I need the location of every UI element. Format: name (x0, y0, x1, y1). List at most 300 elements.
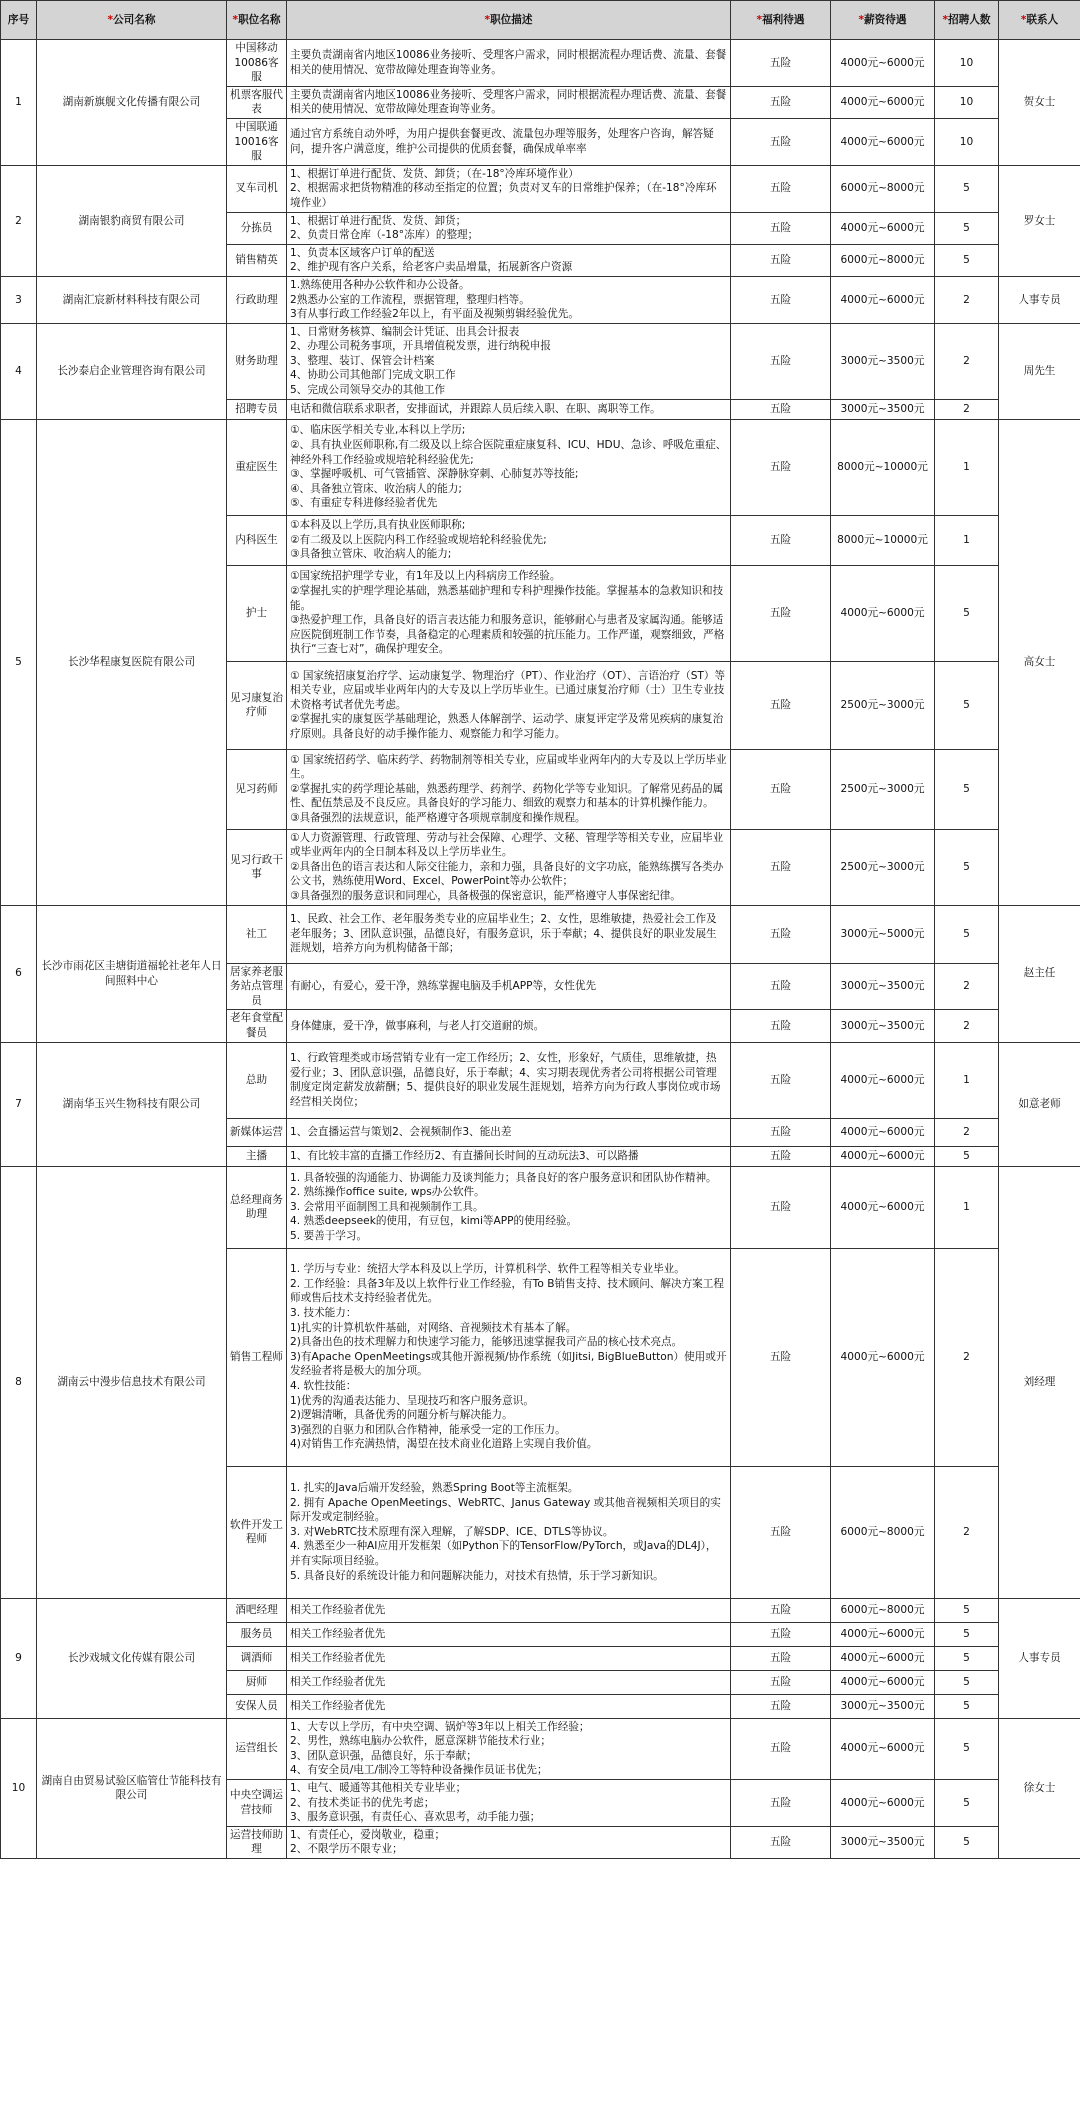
welfare: 五险 (731, 118, 831, 165)
header-label: 招聘人数 (948, 13, 991, 26)
description-line: 1、根据订单进行配货、发货、卸货；（在-18°冷库环境作业） (290, 167, 579, 180)
welfare: 五险 (731, 1718, 831, 1779)
job-title: 见习行政干事 (227, 829, 287, 905)
headcount: 2 (935, 963, 999, 1010)
description-line: ①本科及以上学历,具有执业医师职称; (290, 519, 466, 532)
welfare: 五险 (731, 1166, 831, 1248)
headcount: 5 (935, 1622, 999, 1646)
welfare: 五险 (731, 86, 831, 118)
headcount: 5 (935, 1826, 999, 1858)
header-label: 薪资待遇 (864, 13, 907, 26)
salary: 4000元~6000元 (831, 1718, 935, 1779)
description-line: 2、不限学历不限专业； (290, 1843, 403, 1856)
header-salary (831, 1, 935, 40)
description-line: ①人力资源管理、行政管理、劳动与社会保障、心理学、文秘、管理学等相关专业，应届毕业或毕业两年内的全日制本科及以上学历毕业生。 (290, 831, 724, 859)
welfare: 五险 (731, 515, 831, 565)
header-label: 职位名称 (238, 13, 281, 26)
description-line: 2、维护现有客户关系，给老客户卖品增量，拓展新客户资源 (290, 261, 573, 274)
description-line: 3有从事行政工作经验2年以上，有平面及视频剪辑经验优先。 (290, 308, 579, 321)
welfare: 五险 (731, 1010, 831, 1042)
welfare: 五险 (731, 1466, 831, 1598)
table-row (1, 40, 1080, 87)
salary: 4000元~6000元 (831, 1646, 935, 1670)
description-line: 有耐心，有爱心，爱干净，熟练掌握电脑及手机APP等，女性优先 (290, 980, 597, 993)
welfare: 五险 (731, 905, 831, 963)
job-description (287, 86, 731, 118)
job-title: 内科医生 (227, 515, 287, 565)
row-number: 7 (1, 1042, 37, 1166)
job-title: 厨师 (227, 1670, 287, 1694)
description-line: 1、有责任心，爱岗敬业，稳重； (290, 1828, 446, 1841)
header-label: 序号 (7, 13, 30, 26)
job-title: 社工 (227, 905, 287, 963)
description-line: ⑤、有重症专科进修经验者优先 (290, 497, 438, 510)
job-description (287, 1718, 731, 1779)
description-line: 3)强烈的自驱力和团队合作精神，能承受一定的工作压力。 (290, 1423, 566, 1436)
welfare: 五险 (731, 40, 831, 87)
header-label: 公司名称 (113, 13, 156, 26)
job-description (287, 244, 731, 276)
description-line: 4、协助公司其他部门完成文职工作 (290, 369, 456, 382)
job-title: 安保人员 (227, 1694, 287, 1718)
salary: 4000元~6000元 (831, 86, 935, 118)
job-title: 销售精英 (227, 244, 287, 276)
header-desc (287, 1, 731, 40)
contact-person: 刘经理 (999, 1166, 1080, 1598)
job-description (287, 419, 731, 515)
headcount: 2 (935, 1466, 999, 1598)
headcount: 5 (935, 1646, 999, 1670)
header-company (37, 1, 227, 40)
description-line: 主要负责湖南省内地区10086业务接听、受理客户需求，同时根据流程办理话费、流量、套餐相关的使用情况、宽带故障处理查询等业务。 (290, 88, 727, 116)
welfare: 五险 (731, 829, 831, 905)
description-line: 4. 熟悉deepseek的使用，有豆包，kimi等APP的使用经验。 (290, 1215, 578, 1228)
welfare: 五险 (731, 1598, 831, 1622)
required-star: * (942, 13, 949, 26)
table-row (1, 276, 1080, 323)
header-label: 联系人 (1026, 13, 1059, 26)
description-line: 2)具备出色的技术理解力和快速学习能力，能够迅速掌握我司产品的核心技术亮点。 (290, 1336, 683, 1349)
job-title: 护士 (227, 565, 287, 661)
job-description (287, 1042, 731, 1118)
description-line: 2)逻辑清晰，具备优秀的问题分析与解决能力。 (290, 1409, 513, 1422)
row-number: 5 (1, 419, 37, 905)
description-line: ①、临床医学相关专业,本科以上学历; (290, 424, 466, 437)
job-description (287, 1118, 731, 1146)
description-line: ②掌握扎实的护理学理论基础，熟悉基础护理和专科护理操作技能。掌握基本的急救知识和技能。 (290, 584, 724, 612)
table-header (1, 1, 1080, 40)
row-number: 6 (1, 905, 37, 1042)
job-title: 行政助理 (227, 276, 287, 323)
description-line: 相关工作经验者优先 (290, 1699, 386, 1712)
description-line: 1、大专以上学历，有中央空调、锅炉等3年以上相关工作经验； (290, 1720, 590, 1733)
welfare: 五险 (731, 1646, 831, 1670)
welfare: 五险 (731, 963, 831, 1010)
description-line: ②、具有执业医师职称,有二级及以上综合医院重症康复科、ICU、HDU、急诊、呼吸危重症、神经外科工作经验或规培轮科经验优先; (290, 438, 727, 466)
headcount: 5 (935, 244, 999, 276)
job-title: 见习药师 (227, 749, 287, 829)
row-number: 10 (1, 1718, 37, 1858)
description-line: ②掌握扎实的药学理论基础，熟悉药理学、药剂学、药物化学等专业知识。了解常见药品的属性、配伍禁忌及不良反应。具备良好的学习能力、细致的观察力和基本的计算机操作能力。 (290, 782, 724, 810)
job-description (287, 1694, 731, 1718)
job-description (287, 276, 731, 323)
job-description (287, 212, 731, 244)
welfare: 五险 (731, 165, 831, 212)
job-description (287, 1598, 731, 1622)
description-line: ① 国家统招康复治疗学、运动康复学、物理治疗（PT）、作业治疗（OT）、言语治疗（ST）等相关专业，应届或毕业两年内的大专及以上学历毕业生。已通过康复治疗师（士）卫生专业技术资格考试者优先考虑。 (290, 669, 726, 711)
contact-person: 人事专员 (999, 276, 1080, 323)
contact-person: 罗女士 (999, 165, 1080, 276)
job-description (287, 1248, 731, 1466)
job-title: 机票客服代表 (227, 86, 287, 118)
headcount: 10 (935, 86, 999, 118)
welfare: 五险 (731, 749, 831, 829)
description-line: 相关工作经验者优先 (290, 1651, 386, 1664)
welfare: 五险 (731, 244, 831, 276)
job-title: 总经理商务助理 (227, 1166, 287, 1248)
contact-person: 赵主任 (999, 905, 1080, 1042)
table-row (1, 1718, 1080, 1779)
welfare: 五险 (731, 1146, 831, 1166)
job-title: 叉车司机 (227, 165, 287, 212)
job-title: 软件开发工程师 (227, 1466, 287, 1598)
description-line: 1、有比较丰富的直播工作经历2、有直播间长时间的互动玩法3、可以路播 (290, 1149, 639, 1162)
job-title: 财务助理 (227, 323, 287, 399)
job-description (287, 661, 731, 749)
job-title: 重症医生 (227, 419, 287, 515)
company-name: 湖南华玉兴生物科技有限公司 (37, 1042, 227, 1166)
welfare: 五险 (731, 1248, 831, 1466)
headcount: 2 (935, 1118, 999, 1146)
required-star: * (756, 13, 763, 26)
welfare: 五险 (731, 1779, 831, 1826)
welfare: 五险 (731, 276, 831, 323)
description-line: 1、根据订单进行配货、发货、卸货； (290, 214, 467, 227)
job-description (287, 1646, 731, 1670)
description-line: ③具备强烈的法规意识，能严格遵守各项规章制度和操作规程。 (290, 812, 586, 825)
description-line: 2、男性，熟练电脑办公软件，愿意深耕节能技术行业； (290, 1735, 551, 1748)
description-line: 1. 学历与专业：统招大学本科及以上学历，计算机科学、软件工程等相关专业毕业。 (290, 1263, 685, 1276)
description-line: ① 国家统招药学、临床药学、药物制剂等相关专业，应届或毕业两年内的大专及以上学历毕业生。 (290, 753, 727, 781)
salary: 3000元~3500元 (831, 1826, 935, 1858)
table-row (1, 1042, 1080, 1118)
headcount: 1 (935, 1166, 999, 1248)
headcount: 2 (935, 276, 999, 323)
description-line: ③热爱护理工作，具备良好的语言表达能力和服务意识，能够耐心与患者及家属沟通。能够适应医院倒班制工作节奏，具备稳定的心理素质和较强的抗压能力。工作严谨，观察细致，严格执行“三查七对”，确保护理安全。 (290, 614, 725, 656)
headcount: 5 (935, 1779, 999, 1826)
welfare: 五险 (731, 323, 831, 399)
headcount: 5 (935, 1146, 999, 1166)
salary: 4000元~6000元 (831, 1146, 935, 1166)
description-line: 2、负责日常仓库（-18°冻库）的整理； (290, 229, 479, 242)
salary: 6000元~8000元 (831, 165, 935, 212)
description-line: 相关工作经验者优先 (290, 1603, 386, 1616)
description-line: 5. 具备良好的系统设计能力和问题解决能力，对技术有热情，乐于学习新知识。 (290, 1569, 664, 1582)
job-description (287, 749, 731, 829)
description-line: ③具备强烈的服务意识和同理心，具备极强的保密意识，能严格遵守人事保密纪律。 (290, 890, 681, 903)
salary: 3000元~3500元 (831, 323, 935, 399)
job-description (287, 1670, 731, 1694)
salary: 4000元~6000元 (831, 1118, 935, 1146)
contact-person: 徐女士 (999, 1718, 1080, 1858)
description-line: 1、电气、暖通等其他相关专业毕业； (290, 1781, 467, 1794)
contact-person: 如意老师 (999, 1042, 1080, 1166)
description-line: 2熟悉办公室的工作流程，票据管理，整理归档等。 (290, 293, 530, 306)
headcount: 2 (935, 399, 999, 419)
required-star: * (107, 13, 114, 26)
header-no (1, 1, 37, 40)
description-line: 3、团队意识强，品德良好，乐于奉献； (290, 1749, 477, 1762)
description-line: 电话和微信联系求职者，安排面试，并跟踪人员后续入职、在职、离职等工作。 (290, 402, 661, 415)
description-line: 3. 技术能力： (290, 1307, 357, 1320)
job-description (287, 829, 731, 905)
salary: 4000元~6000元 (831, 276, 935, 323)
company-name: 湖南汇宸新材料科技有限公司 (37, 276, 227, 323)
headcount: 2 (935, 1010, 999, 1042)
row-number: 3 (1, 276, 37, 323)
description-line: ②具备出色的语言表达和人际交往能力，亲和力强，具备良好的文字功底，能熟练撰写各类办公文书，熟练使用Word、Excel、PowerPoint等办公软件； (290, 860, 724, 888)
header-count (935, 1, 999, 40)
headcount: 2 (935, 1248, 999, 1466)
job-title: 运营技师助理 (227, 1826, 287, 1858)
contact-person: 贺女士 (999, 40, 1080, 166)
description-line: 1)扎实的计算机软件基础，对网络、音视频技术有基本了解。 (290, 1321, 577, 1334)
welfare: 五险 (731, 1670, 831, 1694)
job-title: 中央空调运营技师 (227, 1779, 287, 1826)
headcount: 5 (935, 1598, 999, 1622)
job-description (287, 1010, 731, 1042)
row-number: 9 (1, 1598, 37, 1718)
welfare: 五险 (731, 1826, 831, 1858)
company-name: 长沙泰启企业管理咨询有限公司 (37, 323, 227, 419)
job-description (287, 1146, 731, 1166)
description-line: ②有二级及以上医院内科工作经验或规培轮科经验优先; (290, 533, 547, 546)
contact-person: 周先生 (999, 323, 1080, 419)
description-line: ②掌握扎实的康复医学基础理论，熟悉人体解剖学、运动学、康复评定学及常见疾病的康复治疗原则。具备良好的动手操作能力、观察能力和学习能力。 (290, 713, 724, 741)
headcount: 5 (935, 905, 999, 963)
headcount: 5 (935, 829, 999, 905)
salary: 3000元~5000元 (831, 905, 935, 963)
job-title: 新媒体运营 (227, 1118, 287, 1146)
description-line: 1)优秀的沟通表达能力、呈现技巧和客户服务意识。 (290, 1394, 534, 1407)
job-description (287, 399, 731, 419)
job-description (287, 515, 731, 565)
headcount: 1 (935, 1042, 999, 1118)
job-description (287, 40, 731, 87)
job-description (287, 165, 731, 212)
required-star: * (484, 13, 491, 26)
company-name: 长沙戏城文化传媒有限公司 (37, 1598, 227, 1718)
salary: 8000元~10000元 (831, 419, 935, 515)
description-line: 主要负责湖南省内地区10086业务接听、受理客户需求，同时根据流程办理话费、流量、套餐相关的使用情况、宽带故障处理查询等业务。 (290, 49, 727, 76)
job-title: 调酒师 (227, 1646, 287, 1670)
salary: 4000元~6000元 (831, 1042, 935, 1118)
headcount: 5 (935, 1718, 999, 1779)
headcount: 5 (935, 212, 999, 244)
headcount: 10 (935, 118, 999, 165)
job-description (287, 565, 731, 661)
headcount: 5 (935, 165, 999, 212)
welfare: 五险 (731, 212, 831, 244)
row-number: 2 (1, 165, 37, 276)
description-line: 1、会直播运营与策划2、会视频制作3、能出差 (290, 1125, 512, 1138)
table-row (1, 323, 1080, 399)
description-line: 3)有Apache OpenMeetings或其他开源视频/协作系统（如Jitsi, BigBlueButton）使用或开发经验者将是极大的加分项。 (290, 1350, 727, 1378)
header-label: 福利待遇 (762, 13, 805, 26)
job-title: 运营组长 (227, 1718, 287, 1779)
salary: 4000元~6000元 (831, 1166, 935, 1248)
job-title: 服务员 (227, 1622, 287, 1646)
row-number: 1 (1, 40, 37, 166)
job-description (287, 118, 731, 165)
description-line: 1. 具备较强的沟通能力、协调能力及谈判能力；具备良好的客户服务意识和团队协作精神。 (290, 1171, 717, 1184)
salary: 6000元~8000元 (831, 1598, 935, 1622)
description-line: ③具备独立管床、收治病人的能力; (290, 548, 452, 561)
salary: 4000元~6000元 (831, 118, 935, 165)
salary: 3000元~3500元 (831, 1694, 935, 1718)
job-description (287, 963, 731, 1010)
description-line: 2. 熟练操作office suite, wps办公软件。 (290, 1186, 485, 1199)
welfare: 五险 (731, 1622, 831, 1646)
job-description (287, 1826, 731, 1858)
job-description (287, 1166, 731, 1248)
welfare: 五险 (731, 1042, 831, 1118)
description-line: 1、民政、社会工作、老年服务类专业的应届毕业生；2、女性，思维敏捷，热爱社会工作及老年服务；3、团队意识强，品德良好，有服务意识，乐于奉献；4、提供良好的职业发展生涯规划，培养方向为机构储备干部； (290, 913, 717, 955)
salary: 3000元~3500元 (831, 1010, 935, 1042)
job-title: 老年食堂配餐员 (227, 1010, 287, 1042)
headcount: 5 (935, 1694, 999, 1718)
contact-person: 高女士 (999, 419, 1080, 905)
job-title: 总助 (227, 1042, 287, 1118)
salary: 4000元~6000元 (831, 1622, 935, 1646)
company-name: 湖南云中漫步信息技术有限公司 (37, 1166, 227, 1598)
headcount: 10 (935, 40, 999, 87)
headcount: 5 (935, 565, 999, 661)
headcount: 2 (935, 323, 999, 399)
salary: 4000元~6000元 (831, 565, 935, 661)
description-line: 5. 要善于学习。 (290, 1229, 368, 1242)
description-line: 相关工作经验者优先 (290, 1675, 386, 1688)
header-label: 职位描述 (490, 13, 533, 26)
headcount: 5 (935, 749, 999, 829)
salary: 4000元~6000元 (831, 1670, 935, 1694)
description-line: 通过官方系统自动外呼，为用户提供套餐更改、流量包办理等服务，处理客户咨询，解答疑问，提升客户满意度，维护公司提供的优质套餐，确保成单率率 (290, 128, 714, 155)
salary: 4000元~6000元 (831, 212, 935, 244)
description-line: 5、完成公司领导交办的其他工作 (290, 384, 446, 397)
welfare: 五险 (731, 565, 831, 661)
description-line: 2. 拥有 Apache OpenMeetings、WebRTC、Janus Gateway 或其他音视频相关项目的实际开发或定制经验。 (290, 1496, 721, 1524)
description-line: 身体健康，爱干净，做事麻利，与老人打交道耐的烦。 (290, 1019, 545, 1032)
salary: 2500元~3000元 (831, 749, 935, 829)
job-title: 主播 (227, 1146, 287, 1166)
table-row (1, 165, 1080, 212)
salary: 4000元~6000元 (831, 1248, 935, 1466)
header-contact (999, 1, 1080, 40)
description-line: 2、办理公司税务事项，开具增值税发票，进行纳税申报 (290, 340, 551, 353)
headcount: 5 (935, 1670, 999, 1694)
description-line: ④、具备独立管床、收治病人的能力; (290, 482, 462, 495)
header-welfare (731, 1, 831, 40)
table-row (1, 1166, 1080, 1248)
job-title: 见习康复治疗师 (227, 661, 287, 749)
job-description (287, 1779, 731, 1826)
description-line: 1、行政管理类或市场营销专业有一定工作经历；2、女性，形象好，气质佳，思维敏捷，热爱行业；3、团队意识强，品德良好，乐于奉献；4、实习期表现优秀者公司将根据公司管理制度定岗定薪发放薪酬；5、提供良好的职业发展生涯规划，培养方向为行政人事岗位或市场经营相关岗位； (290, 1051, 721, 1108)
contact-person: 人事专员 (999, 1598, 1080, 1718)
description-line: 4、有安全员/电工/制冷工等特种设备操作员证书优先； (290, 1764, 548, 1777)
description-line: 3、服务意识强，有责任心、喜欢思考，动手能力强； (290, 1811, 541, 1824)
description-line: 3、整理、装订、保管会计档案 (290, 354, 435, 367)
description-line: 2. 工作经验：具备3年及以上软件行业工作经验，有To B销售支持、技术顾问、解决方案工程师或售后技术支持经验者优先。 (290, 1277, 724, 1305)
description-line: ③、掌握呼吸机、可气管插管、深静脉穿刺、心肺复苏等技能; (290, 468, 579, 481)
header-title (227, 1, 287, 40)
salary: 3000元~3500元 (831, 963, 935, 1010)
table-row (1, 1598, 1080, 1622)
welfare: 五险 (731, 661, 831, 749)
welfare: 五险 (731, 1118, 831, 1146)
job-title: 招聘专员 (227, 399, 287, 419)
table-body (1, 40, 1080, 1859)
description-line: 4. 熟悉至少一种AI应用开发框架（如Python下的TensorFlow/PyTorch，或Java的DL4J），并有实际项目经验。 (290, 1540, 717, 1567)
job-description (287, 1622, 731, 1646)
required-star: * (1020, 13, 1027, 26)
job-title: 分拣员 (227, 212, 287, 244)
company-name: 长沙华程康复医院有限公司 (37, 419, 227, 905)
welfare: 五险 (731, 399, 831, 419)
welfare: 五险 (731, 419, 831, 515)
description-line: 1.熟练使用各种办公软件和办公设备。 (290, 278, 470, 291)
salary: 8000元~10000元 (831, 515, 935, 565)
description-line: 2、有技术类证书的优先考虑； (290, 1796, 435, 1809)
salary: 2500元~3000元 (831, 661, 935, 749)
headcount: 1 (935, 419, 999, 515)
job-description (287, 905, 731, 963)
headcount: 1 (935, 515, 999, 565)
salary: 3000元~3500元 (831, 399, 935, 419)
salary: 2500元~3000元 (831, 829, 935, 905)
description-line: 3. 对WebRTC技术原理有深入理解，了解SDP、ICE、DTLS等协议。 (290, 1525, 614, 1538)
job-description (287, 323, 731, 399)
table-row (1, 905, 1080, 963)
job-title: 中国移动10086客服 (227, 40, 287, 87)
salary: 6000元~8000元 (831, 244, 935, 276)
salary: 4000元~6000元 (831, 1779, 935, 1826)
job-title: 酒吧经理 (227, 1598, 287, 1622)
description-line: 1. 扎实的Java后端开发经验，熟悉Spring Boot等主流框架。 (290, 1482, 579, 1495)
headcount: 5 (935, 661, 999, 749)
row-number: 8 (1, 1166, 37, 1598)
description-line: 4. 软性技能： (290, 1379, 357, 1392)
description-line: 1、负责本区域客户订单的配送 (290, 246, 435, 259)
company-name: 湖南自由贸易试验区临管仕节能科技有限公司 (37, 1718, 227, 1858)
description-line: 1、日常财务核算、编制会计凭证、出具会计报表 (290, 325, 520, 338)
table-row (1, 419, 1080, 515)
description-line: 3. 会常用平面制图工具和视频制作工具。 (290, 1200, 484, 1213)
company-name: 长沙市雨花区圭塘街道福轮社老年人日间照料中心 (37, 905, 227, 1042)
job-title: 中国联通10016客服 (227, 118, 287, 165)
job-title: 居家养老服务站点管理员 (227, 963, 287, 1010)
description-line: 相关工作经验者优先 (290, 1627, 386, 1640)
company-name: 湖南银豹商贸有限公司 (37, 165, 227, 276)
description-line: 2、根据需求把货物精准的移动至指定的位置；负责对叉车的日常维护保养；（在-18°冷库环境作业） (290, 182, 717, 209)
row-number: 4 (1, 323, 37, 419)
job-title: 销售工程师 (227, 1248, 287, 1466)
job-description (287, 1466, 731, 1598)
description-line: ①国家统招护理学专业，有1年及以上内科病房工作经验。 (290, 570, 561, 583)
salary: 6000元~8000元 (831, 1466, 935, 1598)
required-star: * (858, 13, 865, 26)
company-name: 湖南新旗舰文化传播有限公司 (37, 40, 227, 166)
description-line: 4)对销售工作充满热情，渴望在技术商业化道路上实现自我价值。 (290, 1438, 598, 1451)
